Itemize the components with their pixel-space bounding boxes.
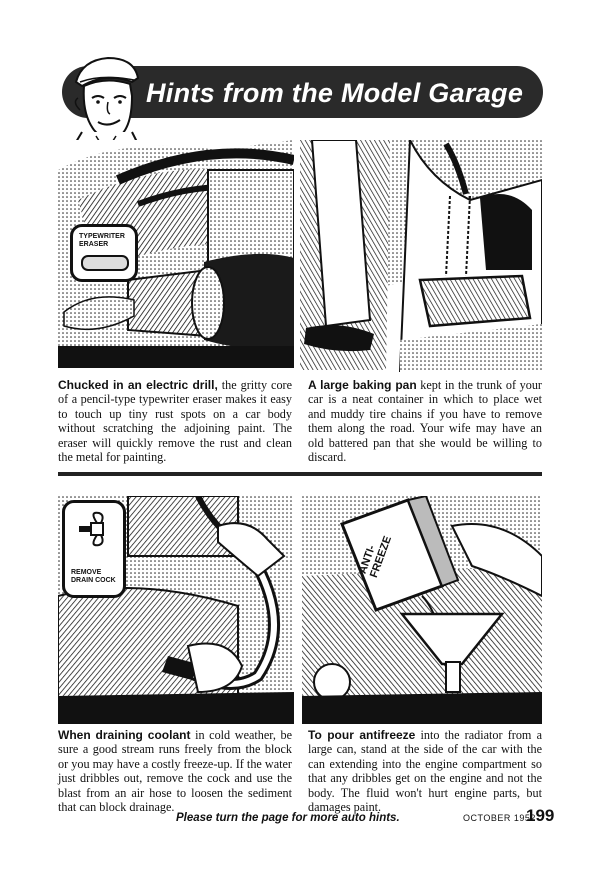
issue-date: OCTOBER 1952 <box>463 813 536 823</box>
antifreeze-pouring-illustration <box>302 496 542 724</box>
hint-body: in cold weather, be sure a good stream runs freely from the block or you may have a costly freeze-up. If the water just dribbles out, remove the cock and use the blast from an air hose to loosen the sediment that can block drainage. <box>58 728 293 815</box>
hint-lead: To pour antifreeze <box>308 728 416 742</box>
hint-caption-eraser <box>58 378 293 465</box>
hint-body: the gritty core of a pencil-type typewriter eraser makes it easy to touch up tiny rust spots on a car body without scratching the adjoining paint. The eraser will quickly remove the rust and clean the metal for painting. <box>58 378 293 465</box>
baking-pan-trunk-illustration <box>300 140 542 372</box>
hint-body: kept in the trunk of your car is a neat container in which to place wet and muddy tire chains if you have to remove them along the road. Your wife may have an old battered pan that she would be willing to discard. <box>308 378 542 465</box>
page-title: Hints from the Model Garage <box>146 78 524 108</box>
mechanic-mascot-illustration <box>62 52 150 154</box>
antifreeze-can-label: ANTI- FREEZE <box>356 534 395 580</box>
page-number: 199 <box>526 806 555 825</box>
hint-lead: A large baking pan <box>308 378 417 392</box>
callout-label: REMOVE DRAIN COCK <box>71 569 116 584</box>
hint-caption-coolant <box>58 728 293 815</box>
section-divider <box>58 472 542 476</box>
remove-drain-cock-callout <box>62 500 126 598</box>
hint-body: into the radiator from a large can, stand at the side of the car with the can extending into the engine compartment so that any dribbles get on the engine and not the body. The fluid won't hurt engine parts, but damages paint. <box>308 728 542 815</box>
hint-caption-antifreeze <box>308 728 542 815</box>
typewriter-eraser-callout <box>70 224 138 282</box>
continue-reading-note: Please turn the page for more auto hints. <box>176 812 400 824</box>
callout-label: TYPEWRITER ERASER <box>79 233 125 248</box>
eraser-icon <box>81 255 129 271</box>
hint-lead: When draining coolant <box>58 728 191 742</box>
hint-lead: Chucked in an electric drill, <box>58 378 218 392</box>
hint-caption-baking-pan <box>308 378 542 465</box>
drain-cock-icon <box>75 511 111 547</box>
